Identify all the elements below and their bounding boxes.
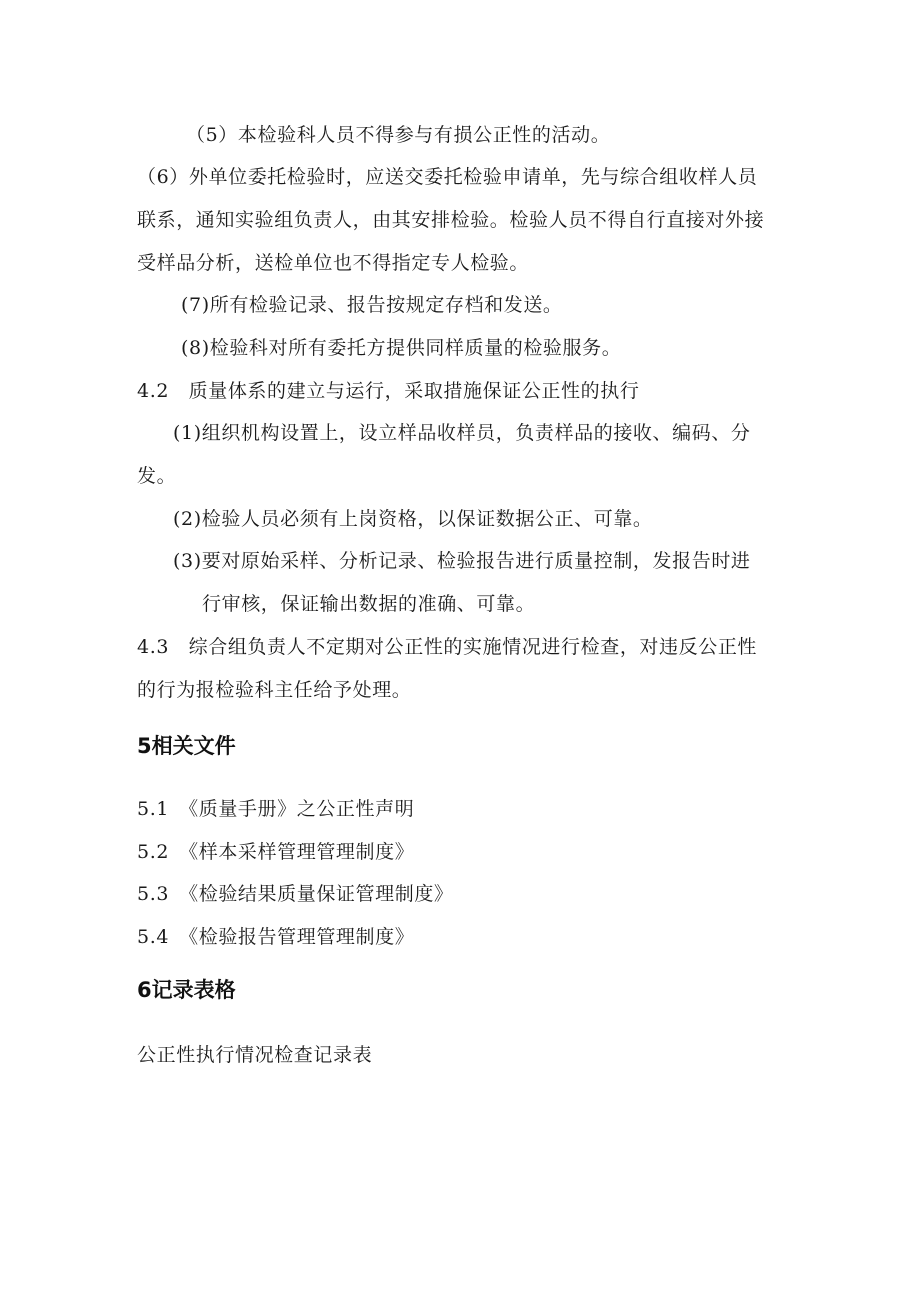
related-document-item: 5.1 《质量手册》之公正性声明 — [137, 798, 415, 820]
related-document-item: 5.3 《检验结果质量保证管理制度》 — [137, 883, 454, 905]
section-6-heading: 6记录表格 — [137, 978, 236, 1002]
section-4-2-item-3-line-2: 行审核，保证输出数据的准确、可靠。 — [202, 593, 536, 615]
section-4-2-item-2: (2)检验人员必须有上岗资格，以保证数据公正、可靠。 — [173, 508, 653, 530]
section-4-3-line-1: 4.3 综合组负责人不定期对公正性的实施情况进行检查，对违反公正性 — [137, 636, 758, 658]
record-form-item: 公正性执行情况检查记录表 — [137, 1044, 373, 1066]
section-4-3-line-2: 的行为报检验科主任给予处理。 — [137, 679, 412, 701]
section-4-2-item-1-line-2: 发。 — [137, 465, 177, 487]
paragraph-item-6-line-1: （6）外单位委托检验时，应送交委托检验申请单，先与综合组收样人员 — [137, 166, 758, 188]
section-4-2-title: 4.2 质量体系的建立与运行，采取措施保证公正性的执行 — [137, 380, 640, 402]
paragraph-item-6-line-3: 受样品分析，送检单位也不得指定专人检验。 — [137, 252, 530, 274]
paragraph-item-7: (7)所有检验记录、报告按规定存档和发送。 — [181, 294, 563, 316]
section-4-2-item-1-line-1: (1)组织机构设置上，设立样品收样员，负责样品的接收、编码、分 — [173, 422, 751, 444]
paragraph-item-8: (8)检验科对所有委托方提供同样质量的检验服务。 — [181, 337, 622, 359]
section-5-heading: 5相关文件 — [137, 734, 236, 758]
paragraph-item-5: （5）本检验科人员不得参与有损公正性的活动。 — [186, 124, 611, 146]
related-document-item: 5.4 《检验报告管理管理制度》 — [137, 926, 415, 948]
paragraph-item-6-line-2: 联系，通知实验组负责人，由其安排检验。检验人员不得自行直接对外接 — [137, 209, 765, 231]
related-document-item: 5.2 《样本采样管理管理制度》 — [137, 841, 415, 863]
section-4-2-item-3-line-1: (3)要对原始采样、分析记录、检验报告进行质量控制，发报告时进 — [173, 550, 751, 572]
